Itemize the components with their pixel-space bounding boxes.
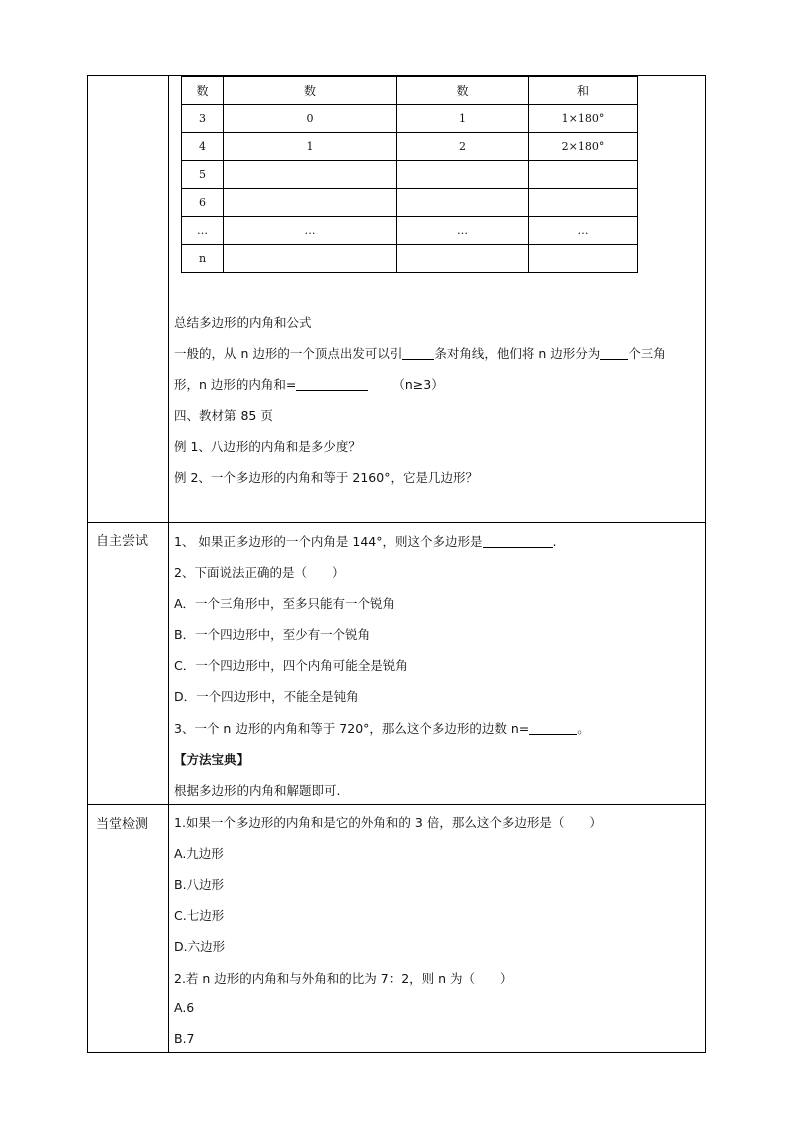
table-cell[interactable] (397, 161, 529, 189)
table-cell[interactable] (529, 161, 638, 189)
self-try-q2: 2、下面说法正确的是（ ） (174, 565, 345, 580)
table-cell[interactable] (529, 189, 638, 217)
table-cell: 3 (182, 105, 224, 133)
column-divider (168, 76, 169, 1052)
formula-line-2 (174, 375, 444, 393)
table-header-cell: 数 (397, 77, 529, 105)
check-q1-c: C.七边形 (174, 908, 225, 923)
table-cell: 2 (397, 133, 529, 161)
self-try-q3 (174, 719, 590, 737)
formula-text-b: 条对角线，他们将 n 边形分为 (434, 346, 601, 361)
table-header-cell: 数 (224, 77, 397, 105)
table-row (182, 217, 638, 245)
table-cell[interactable] (224, 161, 397, 189)
angle-sum-table (181, 76, 638, 273)
table-cell: … (529, 217, 638, 245)
check-q1-b: B.八边形 (174, 877, 225, 892)
table-row (182, 105, 638, 133)
section-label-self-try: 自主尝试 (96, 534, 149, 549)
check-q2-b: B.7 (174, 1031, 195, 1046)
check-q1: 1.如果一个多边形的内角和是它的外角和的 3 倍，那么这个多边形是（ ） (174, 815, 602, 830)
textbook-reference: 四、教材第 85 页 (174, 408, 273, 423)
row-divider-1 (88, 522, 705, 523)
table-cell: … (224, 217, 397, 245)
example-1: 例 1、八边形的内角和是多少度？ (174, 439, 361, 454)
section-label-check: 当堂检测 (96, 817, 149, 832)
table-cell[interactable] (529, 245, 638, 273)
self-try-q3-text: 3、一个 n 边形的内角和等于 720°，那么这个多边形的边数 n= (174, 721, 530, 736)
summary-title: 总结多边形的内角和公式 (174, 315, 312, 330)
table-row (182, 133, 638, 161)
check-q2-a: A.6 (174, 1000, 195, 1015)
check-q1-a: A.九边形 (174, 846, 224, 861)
check-q2: 2.若 n 边形的内角和与外角和的比为 7：2，则 n 为（ ） (174, 971, 513, 986)
option-d: D．一个四边形中，不能全是钝角 (174, 689, 359, 704)
table-cell: 6 (182, 189, 224, 217)
table-cell[interactable] (397, 245, 529, 273)
table-cell: … (182, 217, 224, 245)
blank-polygon[interactable] (483, 535, 553, 548)
table-row (182, 245, 638, 273)
table-row (182, 161, 638, 189)
table-cell[interactable] (224, 189, 397, 217)
blank-sides[interactable] (529, 722, 577, 735)
formula-text-a: 一般的，从 n 边形的一个顶点出发可以引 (174, 346, 403, 361)
table-header-cell: 数 (182, 77, 224, 105)
table-cell[interactable] (397, 189, 529, 217)
table-header-cell: 和 (529, 77, 638, 105)
self-try-q1-text: 1、 如果正多边形的一个内角是 144°，则这个多边形是 (174, 534, 483, 549)
blank-triangles[interactable] (600, 347, 628, 360)
blank-angle-sum[interactable] (296, 378, 368, 391)
table-cell: 1×180° (529, 105, 638, 133)
table-header-row (182, 77, 638, 105)
table-cell[interactable] (224, 245, 397, 273)
method-text: 根据多边形的内角和解题即可. (174, 783, 341, 798)
row-divider-2 (88, 804, 705, 805)
option-a: A．一个三角形中，至多只能有一个锐角 (174, 596, 396, 611)
self-try-q1 (174, 532, 557, 550)
self-try-q1-end: . (552, 534, 557, 549)
table-cell: n (182, 245, 224, 273)
formula-text-d: 形，n 边形的内角和= (174, 377, 297, 392)
self-try-q3-end: 。 (577, 721, 590, 736)
table-cell: 1 (397, 105, 529, 133)
table-cell: 0 (224, 105, 397, 133)
formula-text-c: 个三角 (628, 346, 666, 361)
table-cell: 5 (182, 161, 224, 189)
table-row (182, 189, 638, 217)
table-cell: 2×180° (529, 133, 638, 161)
check-q1-d: D.六边形 (174, 939, 226, 954)
method-title: 【方法宝典】 (174, 752, 250, 767)
table-cell: 4 (182, 133, 224, 161)
formula-line-1 (174, 344, 666, 362)
option-c: C．一个四边形中，四个内角可能全是锐角 (174, 658, 408, 673)
blank-diagonals[interactable] (402, 347, 434, 360)
table-cell: … (397, 217, 529, 245)
example-2: 例 2、一个多边形的内角和等于 2160°，它是几边形？ (174, 470, 478, 485)
formula-condition: （n≥3） (392, 377, 444, 392)
option-b: B．一个四边形中，至少有一个锐角 (174, 627, 371, 642)
table-cell: 1 (224, 133, 397, 161)
